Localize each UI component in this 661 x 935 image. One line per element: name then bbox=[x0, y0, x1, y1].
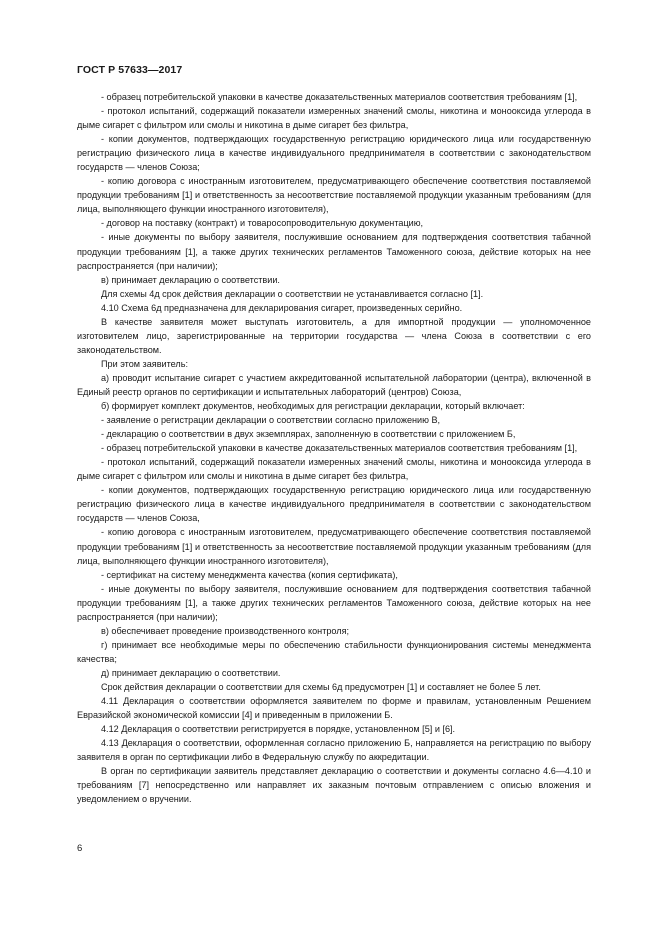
paragraph: - протокол испытаний, содержащий показатели измеренных значений смолы, никотина и монооксида углерода в дыме сигарет с фильтром или смолы и никотина в дыме сигарет без фильтра, bbox=[77, 457, 591, 482]
paragraph: - иные документы по выбору заявителя, послужившие основанием для подтверждения соответствия табачной продукции требованиям [1], а также других технических регламентов Таможенного союза, действие которых на нее распространяется (при наличии); bbox=[77, 583, 591, 622]
page-number: 6 bbox=[77, 843, 83, 854]
paragraph: - сертификат на систему менеджмента качества (копия сертификата), bbox=[101, 569, 398, 580]
paragraph: - договор на поставку (контракт) и товаросопроводительную документацию, bbox=[101, 218, 424, 229]
paragraph: При этом заявитель: bbox=[101, 358, 188, 369]
paragraph: - копию договора с иностранным изготовителем, предусматривающего обеспечение соответствия поставляемой продукции требованиям [1] и ответственность за несоответствие поставляемой продукции указанным требованиям (для лица, выполняющего функции иностранного изготовителя), bbox=[77, 176, 591, 215]
paragraph: - заявление о регистрации декларации о соответствии согласно приложению В, bbox=[101, 415, 441, 426]
paragraph: в) принимает декларацию о соответствии. bbox=[101, 274, 280, 285]
paragraph: Для схемы 4д срок действия декларации о соответствии не устанавливается согласно [1]. bbox=[101, 288, 484, 299]
paragraph: - декларацию о соответствии в двух экземплярах, заполненную в соответствии с приложением Б, bbox=[101, 429, 516, 440]
paragraph: - образец потребительской упаковки в качестве доказательственных материалов соответствия требованиям [1], bbox=[101, 92, 578, 102]
paragraph: д) принимает декларацию о соответствии. bbox=[101, 667, 281, 678]
paragraph: 4.10 Схема 6д предназначена для декларирования сигарет, произведенных серийно. bbox=[101, 302, 463, 313]
paragraph: б) формирует комплект документов, необходимых для регистрации декларации, который включает: bbox=[101, 401, 525, 412]
paragraph: 4.12 Декларация о соответствии регистрируется в порядке, установленном [5] и [6]. bbox=[101, 724, 456, 735]
paragraph: - копии документов, подтверждающих государственную регистрацию юридического лица или государственную регистрацию физического лица в качестве индивидуального предпринимателя в соответствии с законодательством государств — членов Союза, bbox=[77, 485, 591, 524]
paragraph: в) обеспечивает проведение производственного контроля; bbox=[101, 625, 350, 636]
paragraph: В качестве заявителя может выступать изготовитель, а для импортной продукции — уполномоченное изготовителем лицо, зарегистрированные на территории государства — члена Союза в соответствии с его законодательством. bbox=[77, 316, 591, 355]
paragraph: - копию договора с иностранным изготовителем, предусматривающего обеспечение соответствия поставляемой продукции требованиям [1] и ответственность за несоответствие поставляемой продукции указанным требованиям (для лица, выполняющего функции иностранного изготовителя), bbox=[77, 527, 591, 566]
paragraph: - иные документы по выбору заявителя, послужившие основанием для подтверждения соответствия табачной продукции требованиям [1], а также других технических регламентов Таможенного союза, действие которых на нее распространяется (при наличии); bbox=[77, 232, 591, 271]
paragraph: - образец потребительской упаковки в качестве доказательственных материалов соответствия требованиям [1], bbox=[101, 443, 578, 454]
document-body bbox=[77, 90, 591, 806]
paragraph: Срок действия декларации о соответствии для схемы 6д предусмотрен [1] и составляет не более 5 лет. bbox=[101, 681, 541, 692]
paragraph: В орган по сертификации заявитель представляет декларацию о соответствии и документы согласно 4.6—4.10 и требованиям [7] непосредственно или направляет их заказным почтовым отправлением с описью вложения и уведомлением о вручении. bbox=[77, 766, 591, 805]
paragraph: г) принимает все необходимые меры по обеспечению стабильности функционирования системы менеджмента качества; bbox=[77, 639, 591, 664]
paragraph: 4.13 Декларация о соответствии, оформленная согласно приложению Б, направляется на регистрацию по выбору заявителя в орган по сертификации либо в Федеральную службу по аккредитации. bbox=[77, 738, 591, 763]
paragraph: - копии документов, подтверждающих государственную регистрацию юридического лица или государственную регистрацию физического лица в качестве индивидуального предпринимателя в соответствии с законодательством государств — членов Союза; bbox=[77, 134, 591, 173]
paragraph: - протокол испытаний, содержащий показатели измеренных значений смолы, никотина и монооксида углерода в дыме сигарет с фильтром или смолы и никотина в дыме сигарет без фильтра, bbox=[77, 106, 591, 131]
document-header: ГОСТ Р 57633—2017 bbox=[77, 64, 183, 76]
paragraph: 4.11 Декларация о соответствии оформляется заявителем по форме и правилам, установленным Решением Евразийской экономической комиссии [4] и приведенным в приложении Б. bbox=[77, 696, 591, 721]
paragraph: а) проводит испытание сигарет с участием аккредитованной испытательной лаборатории (центра), включенной в Единый реестр органов по сертификации и испытательных лабораторий (центров) Союза, bbox=[77, 372, 591, 397]
